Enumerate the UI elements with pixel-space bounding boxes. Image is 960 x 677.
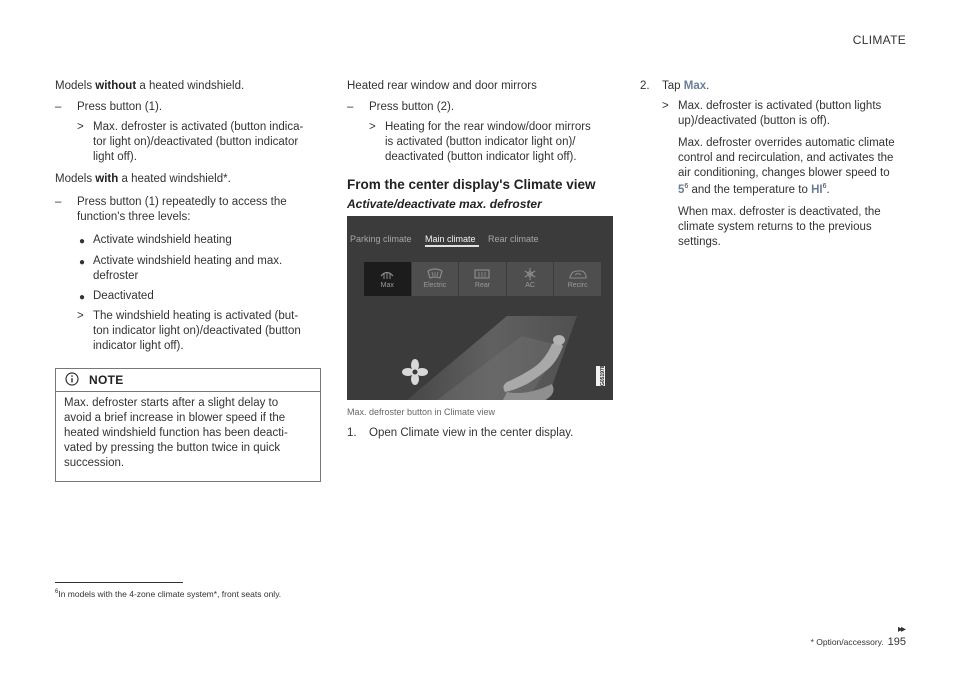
button-label: Max <box>380 282 394 289</box>
footnote-divider <box>55 582 183 583</box>
max-label: Max <box>683 80 707 92</box>
dash-marker: – <box>347 101 354 113</box>
note-line: Max. defroster starts after a slight delay to <box>64 397 279 409</box>
figure-id: G051978 <box>596 366 605 386</box>
result-line: tor light on)/deactivated (button indicator <box>93 136 299 148</box>
info-line: Max. defroster overrides automatic climate <box>678 137 895 149</box>
step-line: function's three levels: <box>77 211 191 223</box>
step-open-climate-view: Open Climate view in the center display. <box>369 427 574 439</box>
ac-button[interactable] <box>507 262 554 296</box>
info-line: When max. defroster is deactivated, the <box>678 206 881 218</box>
tab-parking-climate[interactable]: Parking climate <box>350 234 412 244</box>
note-line: vated by pressing the button twice in quick <box>64 442 281 454</box>
info-line: climate system returns to the previous <box>678 221 872 233</box>
figure-caption: Max. defroster button in Climate view <box>347 407 496 417</box>
info-circle-icon <box>65 372 79 386</box>
step-press-button-2: Press button (2). <box>369 101 455 113</box>
note-header <box>56 369 320 392</box>
note-box <box>55 368 321 482</box>
page-footer <box>811 635 906 650</box>
note-line: heated windshield function has been deacti- <box>64 427 288 439</box>
result-line: deactivated (button indicator light off). <box>385 151 577 163</box>
note-title: NOTE <box>89 373 124 387</box>
result-marker: > <box>77 121 84 133</box>
rear-window-paragraph: Heated rear window and door mirrors <box>347 80 537 92</box>
active-tab-underline <box>425 245 479 247</box>
result-line: is activated (button indicator light on)/ <box>385 136 576 148</box>
next-page-arrows-icon: ▸▸ <box>897 624 904 635</box>
result-marker: > <box>662 100 669 112</box>
column-3 <box>640 0 912 677</box>
result-line: Heating for the rear window/door mirrors <box>385 121 591 133</box>
bullet-item: Activate windshield heating <box>93 234 232 246</box>
info-line: settings. <box>678 236 721 248</box>
button-label: AC <box>525 282 535 289</box>
result-line: light off). <box>93 151 137 163</box>
bullet-item: Activate windshield heating and max. <box>93 255 283 267</box>
climate-button-row <box>364 262 601 296</box>
step-number: 2. <box>640 80 650 92</box>
running-header: CLIMATE <box>852 33 906 47</box>
electric-windshield-button[interactable] <box>412 262 459 296</box>
subsection-heading: Activate/deactivate max. defroster <box>347 197 542 211</box>
bullet-item: Deactivated <box>93 290 154 302</box>
dash-marker: – <box>55 101 62 113</box>
note-body <box>64 396 314 471</box>
section-heading: From the center display's Climate view <box>347 177 596 192</box>
column-1 <box>55 0 325 677</box>
bullet-dot: ● <box>79 257 86 268</box>
models-with-paragraph: Models with a heated windshield*. <box>55 173 231 185</box>
rear-defroster-button[interactable] <box>459 262 506 296</box>
info-line: air conditioning, changes blower speed to <box>678 167 890 179</box>
result-line: The windshield heating is activated (but- <box>93 310 299 322</box>
result-line: indicator light off). <box>93 340 184 352</box>
result-line: ton indicator light on)/deactivated (button <box>93 325 301 337</box>
result-line: up)/deactivated (button is off). <box>678 115 830 127</box>
note-line: succession. <box>64 457 125 469</box>
info-line: control and recirculation, and activates the <box>678 152 894 164</box>
result-line: Max. defroster is activated (button lights <box>678 100 882 112</box>
step-press-button-1: Press button (1). <box>77 101 163 113</box>
result-marker: > <box>77 310 84 322</box>
max-defroster-button[interactable] <box>364 262 411 296</box>
dash-marker: – <box>55 196 62 208</box>
seat-icon <box>497 334 577 400</box>
bullet-dot: ● <box>79 292 86 303</box>
step-number: 1. <box>347 427 357 439</box>
fan-icon <box>402 359 428 385</box>
models-without-paragraph: Models without a heated windshield. <box>55 80 245 92</box>
step-line: Press button (1) repeatedly to access the <box>77 196 287 208</box>
page-number: 195 <box>887 636 906 648</box>
recirc-button[interactable] <box>554 262 601 296</box>
result-marker: > <box>369 121 376 133</box>
button-label: Electric <box>423 282 447 289</box>
footnote: $^6$In models with the 4-zone climate system*, front seats only. <box>55 589 282 599</box>
step-tap-max: Tap Max. <box>662 80 710 92</box>
button-label: Rear <box>474 282 491 289</box>
climate-view-figure <box>347 216 613 400</box>
tab-main-climate[interactable]: Main climate <box>425 234 476 244</box>
info-line: $5^6$ and the temperature to $HI^6$. <box>678 183 830 196</box>
tab-rear-climate[interactable]: Rear climate <box>488 234 539 244</box>
bullet-dot: ● <box>79 236 86 247</box>
bullet-item: defroster <box>93 270 139 282</box>
note-line: avoid a brief increase in blower speed if the <box>64 412 286 424</box>
option-accessory-note: * Option/accessory. <box>810 637 884 647</box>
result-line: Max. defroster is activated (button indica- <box>93 121 304 133</box>
button-label: Recirc <box>567 282 588 289</box>
